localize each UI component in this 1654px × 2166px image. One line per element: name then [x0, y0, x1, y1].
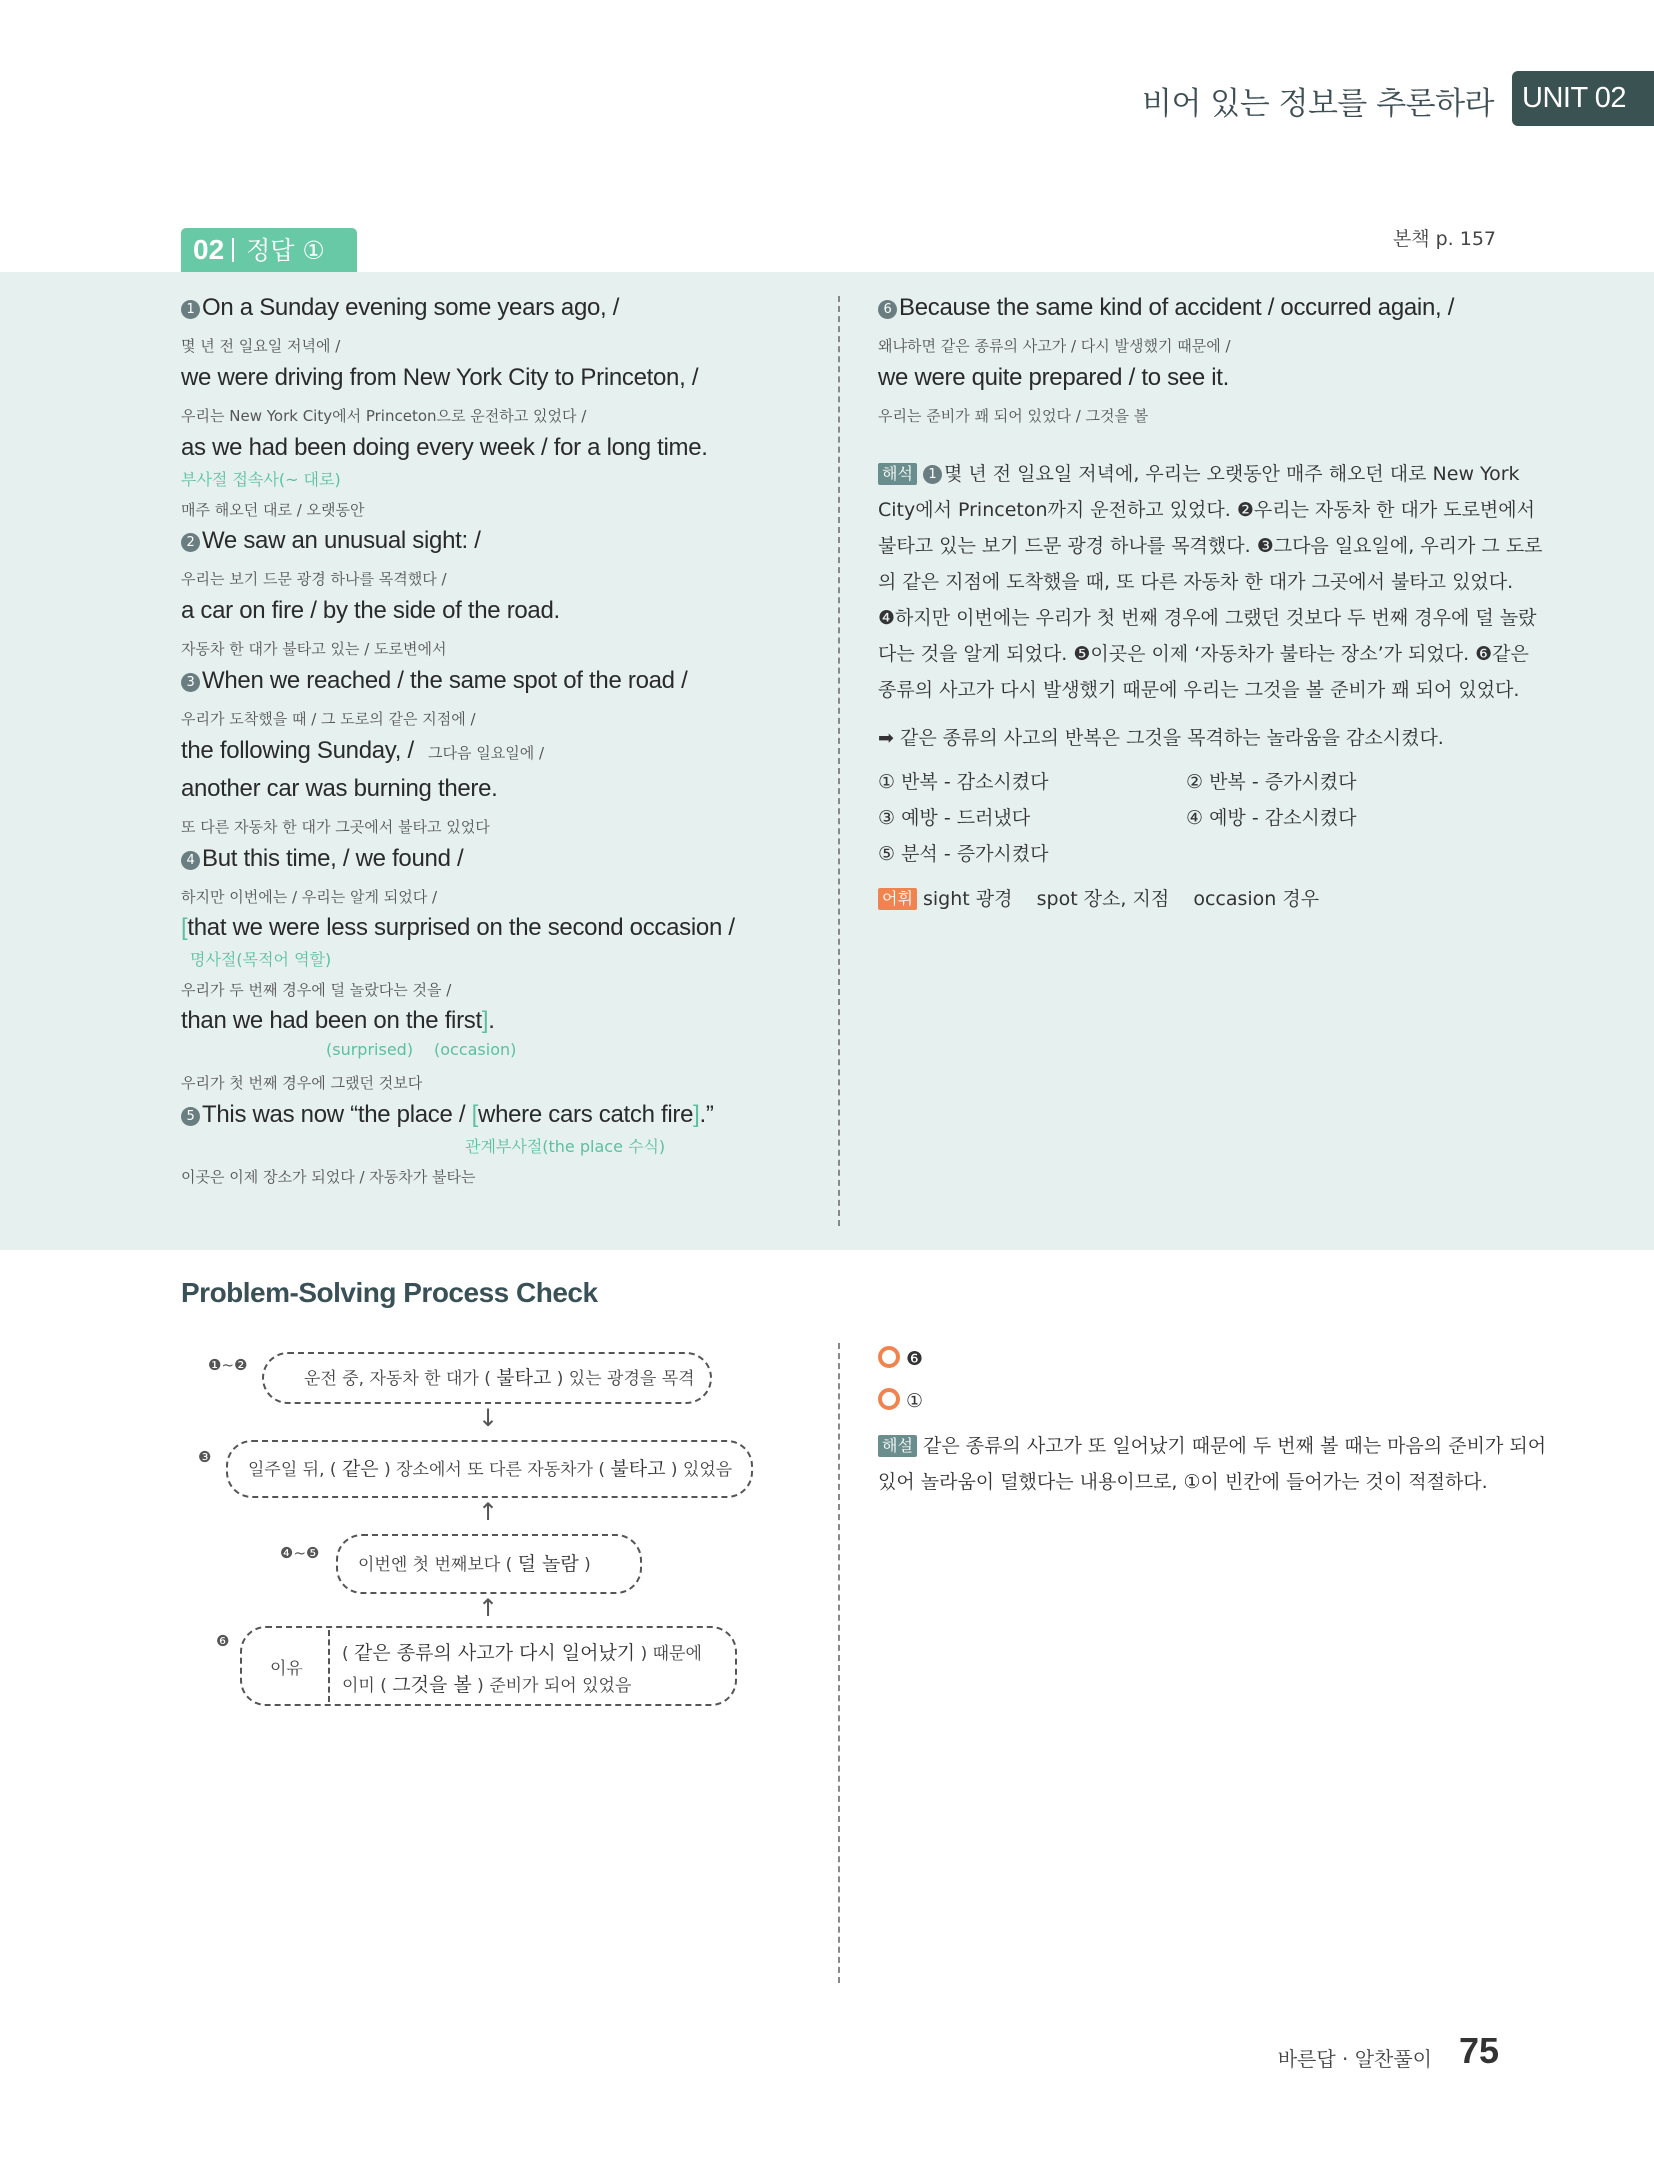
sentence-5-ko: 이곳은 이제 장소가 되었다 / 자동차가 불타는: [181, 1168, 476, 1186]
flow-box-4: [240, 1626, 737, 1706]
psp-answer-1: ❻: [878, 1346, 923, 1370]
page-number: 75: [1459, 2030, 1500, 2071]
sentence-3b-ko: 그다음 일요일에 /: [428, 744, 545, 762]
haeseok-label: 해석: [878, 463, 917, 485]
reason-label: 이유: [270, 1659, 303, 1679]
flow-box-2: 일주일 뒤, ( 같은 ) 장소에서 또 다른 자동차가 ( 불타고 ) 있었음: [226, 1440, 753, 1498]
step-label: ❸: [198, 1448, 212, 1466]
vocabulary: 어휘 sight 광경 spot 장소, 지점 occasion 경우: [878, 884, 1319, 911]
ellipsis-note: (occasion): [434, 1040, 517, 1059]
sentence-6b-ko: 우리는 준비가 꽤 되어 있었다 / 그것을 볼: [878, 407, 1149, 425]
option-3: ③ 예방 - 드러냈다: [878, 807, 1031, 829]
question-number: 02: [193, 234, 225, 265]
option-1: ① 반복 - 감소시켰다: [878, 771, 1049, 793]
sentence-5: 5 This was now “the place / [where cars catch fire].”: [181, 1101, 714, 1129]
step-label: ❹~❺: [280, 1544, 320, 1562]
sentence-4c: than we had been on the first].: [181, 1007, 495, 1034]
sentence-3c-ko: 또 다른 자동차 한 대가 그곳에서 불타고 있었다: [181, 818, 490, 836]
haeseol-label: 해설: [878, 1435, 917, 1457]
sentence-4b: [that we were less surprised on the second occasion /: [181, 914, 735, 941]
arrow-down-icon: ↓: [478, 1404, 499, 1432]
sentence-3c: another car was burning there.: [181, 775, 498, 802]
sentence-6b: we were quite prepared / to see it.: [878, 364, 1230, 391]
flow-box-1: 운전 중, 자동차 한 대가 ( 불타고 ) 있는 광경을 목격: [262, 1352, 712, 1404]
option-5: ⑤ 분석 - 증가시켰다: [878, 843, 1049, 865]
reason-line-1: ( 같은 종류의 사고가 다시 일어났기 ) 때문에: [342, 1642, 702, 1664]
flow-box-3: 이번엔 첫 번째보다 ( 덜 놀람 ): [336, 1534, 642, 1594]
vocab-label: 어휘: [878, 888, 917, 910]
haeseol-line-2: 있어 놀라움이 덜했다는 내용이므로, ①이 빈칸에 들어가는 것이 적절하다.: [878, 1471, 1488, 1493]
sentence-3-ko: 우리가 도착했을 때 / 그 도로의 같은 지점에 /: [181, 710, 476, 728]
section-title: 비어 있는 정보를 추론하라: [1142, 86, 1494, 122]
arrow-up-icon: ↑: [478, 1498, 499, 1526]
sentence-1: 1 On a Sunday evening some years ago, /: [181, 294, 619, 322]
step-label: ❻: [216, 1632, 230, 1650]
column-divider: [838, 1343, 840, 1983]
sentence-4-ko: 하지만 이번에는 / 우리는 알게 되었다 /: [181, 888, 438, 906]
summary-sentence: ➡ 같은 종류의 사고의 반복은 그것을 목격하는 놀라움을 감소시켰다.: [878, 727, 1444, 749]
ellipsis-note: (surprised): [326, 1040, 414, 1059]
sentence-2-ko: 우리는 보기 드문 광경 하나를 목격했다 /: [181, 570, 447, 588]
step-label: ❶~❷: [208, 1356, 248, 1374]
sentence-2b-ko: 자동차 한 대가 불타고 있는 / 도로변에서: [181, 640, 447, 658]
column-divider: [838, 296, 840, 1226]
sentence-2: 2 We saw an unusual sight: /: [181, 527, 481, 555]
circle-icon: [878, 1346, 900, 1368]
footer-label: 바른답 · 알찬풀이: [1277, 2047, 1432, 2071]
sentence-4: 4 But this time, / we found /: [181, 845, 463, 873]
sentence-3: 3 When we reached / the same spot of the road /: [181, 667, 687, 695]
translation-text: 해석 1 몇 년 전 일요일 저녁에, 우리는 오랫동안 매주 해오던 대로 New York City에서 Princeton까지 운전하고 있었다. ❷우리는 자동차 한 대가 도로변에서 불타고 있는 보기 드문 광경 하나를 목격했다. ❸그다음 일요일에, 우리가 그 도로 의 같은 지점에 도착했을 때, 또 다른 자동차 한 대가 그곳에서 불타고 있었다. ❹하지만 이번에는 우리가 첫 번째 경우에 그랬던 것보다 두 번째 경우에 덜 놀랐 다는 것을 알게 되었다. ❺이곳은 이제 ‘자동차가 불타는 장소’가 되었다. ❻같은 종류의 사고가 다시 발생했기 때문에 우리는 그것을 볼 준비가 꽤 되어 있었다.: [878, 463, 1543, 701]
circle-icon: [878, 1388, 900, 1410]
arrow-up-icon: ↑: [478, 1594, 499, 1622]
sentence-1b: we were driving from New York City to Princeton, /: [181, 364, 699, 391]
option-2: ② 반복 - 증가시켰다: [1186, 771, 1357, 793]
sentence-1-ko: 몇 년 전 일요일 저녁에 /: [181, 337, 341, 355]
answer-badge: [181, 228, 357, 272]
sentence-6: 6 Because the same kind of accident / occurred again, /: [878, 294, 1454, 322]
psp-title: Problem-Solving Process Check: [181, 1277, 598, 1308]
sentence-1b-ko: 우리는 New York City에서 Princeton으로 운전하고 있었다 /: [181, 407, 587, 425]
answer-label: 정답 ①: [246, 236, 325, 265]
grammar-note: 명사절(목적어 역할): [190, 950, 332, 969]
option-4: ④ 예방 - 감소시켰다: [1186, 807, 1357, 829]
sentence-2b: a car on fire / by the side of the road.: [181, 597, 560, 624]
reason-line-2: 이미 ( 그것을 볼 ) 준비가 되어 있었음: [342, 1674, 632, 1696]
sentence-4c-ko: 우리가 첫 번째 경우에 그랬던 것보다: [181, 1074, 423, 1092]
unit-badge: UNIT 02: [1512, 71, 1654, 126]
grammar-note: 관계부사절(the place 수식): [465, 1137, 666, 1156]
sentence-4b-ko: 우리가 두 번째 경우에 덜 놀랐다는 것을 /: [181, 981, 452, 999]
sentence-6-ko: 왜냐하면 같은 종류의 사고가 / 다시 발생했기 때문에 /: [878, 337, 1231, 355]
psp-answer-2: ①: [878, 1388, 923, 1412]
page-reference: 본책 p. 157: [1392, 228, 1496, 250]
sentence-1c: as we had been doing every week / for a long time.: [181, 434, 708, 461]
haeseol-line-1: 해설 같은 종류의 사고가 또 일어났기 때문에 두 번째 볼 때는 마음의 준비가 되어: [878, 1428, 1546, 1464]
sentence-1c-ko: 매주 해오던 대로 / 오랫동안: [181, 501, 365, 519]
sentence-3b: the following Sunday, /: [181, 737, 414, 764]
grammar-note: 부사절 접속사(~ 대로): [181, 470, 341, 489]
